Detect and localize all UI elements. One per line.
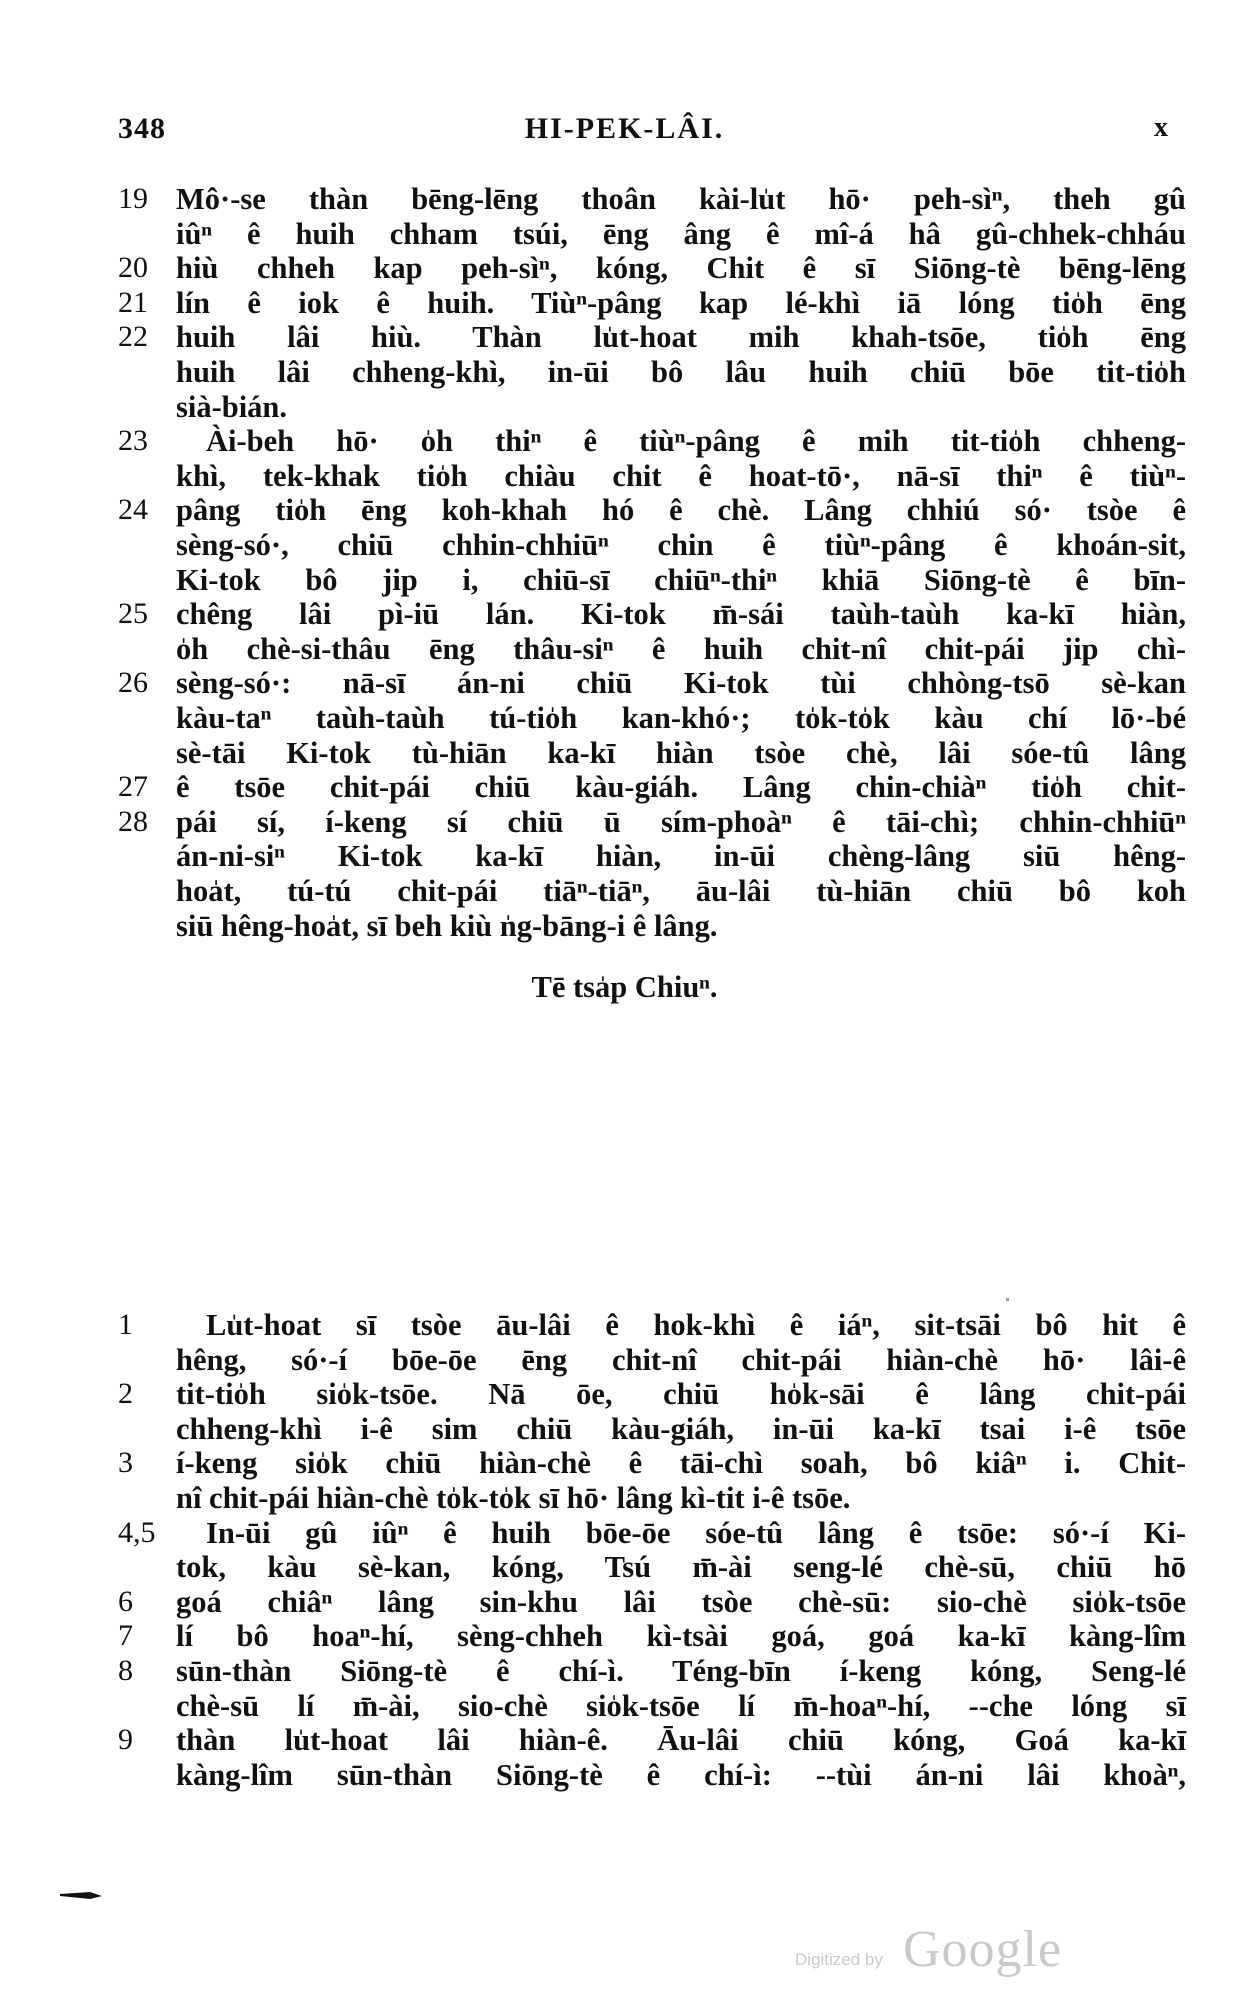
line-text: Ài-beh hō· o̍h thiⁿ ê tiùⁿ-pâng ê mih tit-tio̍h chheng-	[206, 424, 1186, 459]
line-text: pái sí, í-keng sí chiū ū sím-phoàⁿ ê tāi-chì; chhin-chhiūⁿ	[176, 804, 1186, 839]
line-text: huih lâi hiù. Thàn lu̍t-hoat mih khah-tsōe, tio̍h ēng	[176, 320, 1186, 355]
line-text: In-ūi gû iûⁿ ê huih bōe-ōe sóe-tû lâng ê tsōe: só·-í Ki-	[206, 1515, 1186, 1550]
line-text: sèng-só·, chiū chhin-chhiūⁿ chin ê tiùⁿ-pâng ê khoán-sit,	[176, 528, 1186, 562]
pointer-hand-icon	[60, 1888, 110, 1902]
line-text: kàng-lîm sūn-thàn Siōng-tè ê chí-ì: --tùi án-ni lâi khoàⁿ,	[176, 1757, 1186, 1792]
running-title: HI-PEK-LÂI.	[524, 112, 725, 145]
line-text: án-ni-siⁿ Ki-tok ka-kī hiàn, in-ūi chèng-lâng siū hêng-	[176, 839, 1186, 874]
verse-number: 22	[118, 320, 148, 354]
verse-number: 19	[118, 182, 148, 215]
line-text: khì, tek-khak tio̍h chiàu chit ê hoat-tō·, nā-sī thiⁿ ê tiùⁿ-	[176, 458, 1186, 493]
line-text: o̍h chè-si-thâu ēng thâu-siⁿ ê huih chit-nî chit-pái jip chì-	[176, 631, 1186, 666]
line-text: Lu̍t-hoat sī tsòe āu-lâi ê hok-khì ê iáⁿ, sit-tsāi bô hit ê	[206, 1308, 1186, 1342]
line-text: kàu-taⁿ taùh-taùh tú-tio̍h kan-khó·; to̍k-to̍k kàu chí lō·-bé	[176, 701, 1186, 735]
line-text: í-keng sio̍k chiū hiàn-chè ê tāi-chì soah, bô kiâⁿ i. Chit-	[176, 1446, 1186, 1481]
text-line	[0, 909, 1249, 953]
line-text: tit-tio̍h sio̍k-tsōe. Nā ōe, chiū ho̍k-sāi ê lâng chit-pái	[176, 1377, 1186, 1412]
line-text: chheng-khì i-ê sim chiū kàu-giáh, in-ūi ka-kī tsai i-ê tsōe	[176, 1411, 1186, 1446]
line-text: sè-tāi Ki-tok tù-hiān ka-kī hiàn tsòe chè, lâi sóe-tû lâng	[176, 735, 1186, 770]
verse-number: 9	[118, 1723, 133, 1757]
verse-number: 20	[118, 251, 148, 285]
line-text: sūn-thàn Siōng-tè ê chí-ì. Téng-bīn í-keng kóng, Seng-lé	[176, 1654, 1186, 1688]
watermark-small-text: Digitized by	[795, 1950, 883, 1969]
verse-number: 2	[118, 1377, 133, 1411]
verse-number: 1	[118, 1308, 133, 1341]
line-text: lín ê iok ê huih. Tiùⁿ-pâng kap lé-khì iā lóng tio̍h ēng	[176, 285, 1186, 320]
line-text: hoa̍t, tú-tú chit-pái tiāⁿ-tiāⁿ, āu-lâi tù-hiān chiū bô koh	[176, 874, 1186, 908]
verse-number: 28	[118, 804, 148, 838]
line-text: pâng tio̍h ēng koh-khah hó ê chè. Lâng chhiú só· tsòe ê	[176, 493, 1186, 528]
line-text: Ki-tok bô jip i, chiū-sī chiūⁿ-thiⁿ khiā Siōng-tè ê bīn-	[176, 562, 1186, 597]
text-line	[0, 1758, 1249, 1802]
verse-number: 25	[118, 597, 148, 631]
line-text: siū hêng-hoa̍t, sī beh kiù n̍g-bāng-i ê lâng.	[176, 908, 718, 943]
page-number: 348	[118, 112, 166, 145]
line-text: nî chit-pái hiàn-chè to̍k-to̍k sī hō· lâng kì-tit i-ê tsōe.	[176, 1481, 851, 1515]
verse-number: 6	[118, 1584, 133, 1618]
verse-number: 8	[118, 1654, 133, 1687]
verse-number: 4,5	[118, 1515, 156, 1549]
line-text: Mô·-se thàn bēng-lēng thoân kài-lu̍t hō· peh-sìⁿ, theh gû	[176, 182, 1186, 216]
line-text: sèng-só·: nā-sī án-ni chiū Ki-tok tùi chhòng-tsō sè-kan	[176, 666, 1186, 701]
print-speck	[1006, 1298, 1009, 1301]
line-text: thàn lu̍t-hoat lâi hiàn-ê. Āu-lâi chiū kóng, Goá ka-kī	[176, 1723, 1186, 1758]
running-header	[0, 112, 1249, 156]
section-mark: x	[1154, 112, 1169, 143]
line-text: huih lâi chheng-khì, in-ūi bô lâu huih chiū bōe tit-tio̍h	[176, 355, 1186, 389]
verse-number: 27	[118, 770, 148, 804]
verse-number: 23	[118, 424, 148, 458]
line-text: goá chiâⁿ lâng sin-khu lâi tsòe chè-sū: sio-chè sio̍k-tsōe	[176, 1584, 1186, 1619]
chapter-heading: Tē tsa̍p Chiuⁿ.	[531, 970, 718, 1004]
verse-number: 7	[118, 1619, 133, 1653]
line-text: iûⁿ ê huih chham tsúi, ēng âng ê mî-á hâ gû-chhek-chháu	[176, 216, 1186, 251]
verse-number: 3	[118, 1446, 133, 1480]
line-text: ê tsōe chit-pái chiū kàu-giáh. Lâng chin-chiàⁿ tio̍h chit-	[176, 770, 1186, 805]
line-text: sià-bián.	[176, 389, 288, 424]
verse-number: 24	[118, 493, 148, 527]
watermark-logo-text: Google	[903, 1921, 1063, 1978]
line-text: chè-sū lí m̄-ài, sio-chè sio̍k-tsōe lí m̄-hoaⁿ-hí, --che lóng sī	[176, 1688, 1186, 1723]
verse-number: 21	[118, 285, 148, 319]
line-text: hêng, só·-í bōe-ōe ēng chit-nî chit-pái hiàn-chè hō· lâi-ê	[176, 1342, 1186, 1377]
verse-number: 26	[118, 666, 148, 700]
line-text: hiù chheh kap peh-sìⁿ, kóng, Chit ê sī Siōng-tè bēng-lēng	[176, 251, 1186, 286]
chapter-heading-line	[0, 970, 1249, 1014]
line-text: lí bô hoaⁿ-hí, sèng-chheh kì-tsài goá, goá ka-kī kàng-lîm	[176, 1619, 1186, 1654]
line-text: chêng lâi pì-iū lán. Ki-tok m̄-sái taùh-taùh ka-kī hiàn,	[176, 597, 1186, 632]
line-text: tok, kàu sè-kan, kóng, Tsú m̄-ài seng-lé chè-sū, chiū hō	[176, 1550, 1186, 1585]
